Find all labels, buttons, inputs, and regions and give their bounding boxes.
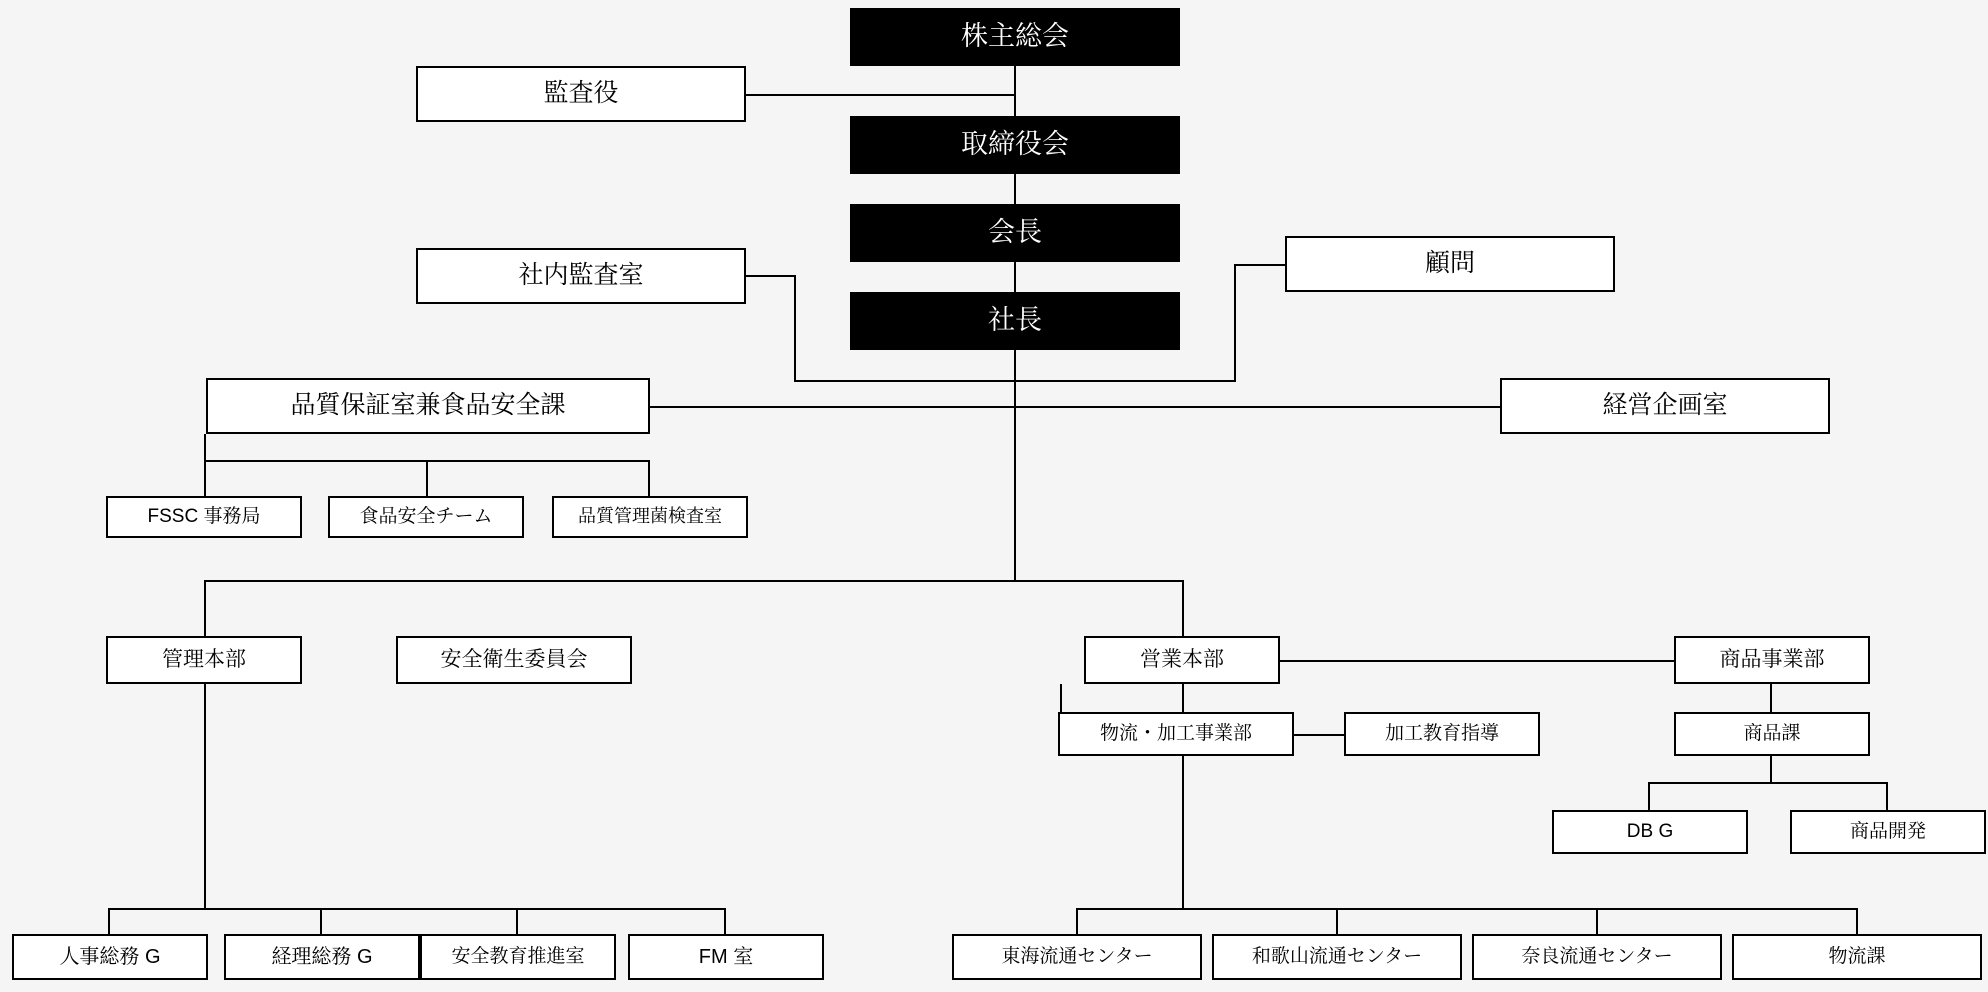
connector-sec-down [1770, 756, 1772, 784]
node-label: 和歌山流通センター [1251, 945, 1423, 967]
connector-fssc [204, 460, 206, 496]
node-label: 品質保証室兼食品安全課 [290, 391, 566, 420]
node-logistics-section[interactable] [1732, 934, 1982, 980]
connector-to-product-dev [1886, 782, 1888, 810]
connector-to-wakayama [1336, 908, 1338, 934]
node-chairman[interactable] [850, 204, 1180, 262]
connector-to-nara [1596, 908, 1598, 934]
node-president[interactable] [850, 292, 1180, 350]
node-label: 商品課 [1743, 722, 1801, 744]
connector-to-sales-hq [1182, 580, 1184, 636]
node-label: 加工教育指導 [1384, 722, 1499, 744]
connector-product-to-sec [1770, 684, 1772, 712]
node-fm-office[interactable] [628, 934, 824, 980]
node-label: 安全教育推進室 [451, 945, 585, 967]
node-label: 商品開発 [1849, 820, 1926, 842]
connector-division-bar [204, 580, 1184, 582]
node-label: DB G [1626, 820, 1674, 842]
node-label: 取締役会 [961, 129, 1069, 160]
connector-internal-audit-v [794, 275, 796, 382]
node-quality-control-bacteria-lab[interactable] [552, 496, 748, 538]
node-fssc-secretariat[interactable] [106, 496, 302, 538]
connector-logi-to-edu [1292, 734, 1346, 736]
connector-to-fm [724, 908, 726, 934]
connector-advisor-h1 [1234, 264, 1286, 266]
connector-sec-childbar [1648, 782, 1888, 784]
node-product-development[interactable] [1790, 810, 1986, 854]
node-board-of-directors[interactable] [850, 116, 1180, 174]
node-label: 品質管理菌検査室 [578, 506, 722, 527]
connector-internal-audit-h1 [746, 275, 796, 277]
node-label: 管理本部 [162, 648, 246, 672]
node-hr-general-affairs-group[interactable] [12, 934, 208, 980]
node-label: 株主総会 [961, 21, 1069, 52]
connector-qa-to-planning [648, 406, 1502, 408]
node-label: 社長 [988, 305, 1042, 336]
node-label: FSSC 事務局 [147, 505, 261, 527]
node-sales-hq[interactable] [1084, 636, 1280, 684]
node-label: 会長 [988, 217, 1042, 248]
node-food-safety-team[interactable] [328, 496, 524, 538]
connector-to-tokai [1076, 908, 1078, 934]
connector-internal-audit-h2 [794, 380, 1016, 382]
node-label: 安全衛生委員会 [440, 648, 588, 672]
node-auditor[interactable] [416, 66, 746, 122]
connector-sales-to-product [1280, 660, 1674, 662]
node-db-group[interactable] [1552, 810, 1748, 854]
connector-to-hr [108, 908, 110, 934]
connector-admin-down [204, 684, 206, 910]
node-label: FM 室 [698, 946, 754, 968]
node-label: 食品安全チーム [359, 505, 493, 527]
connector-to-dbg [1648, 782, 1650, 810]
connector-to-acct [320, 908, 322, 934]
node-label: 物流課 [1828, 945, 1886, 967]
node-label: 顧問 [1424, 249, 1475, 278]
node-label: 監査役 [543, 79, 619, 108]
connector-sales-childbar [1076, 908, 1856, 910]
node-administration-hq[interactable] [106, 636, 302, 684]
node-tokai-distribution-center[interactable] [952, 934, 1202, 980]
connector-to-admin-hq [204, 580, 206, 636]
connector-auditor [746, 94, 1014, 96]
connector-to-safety-edu [516, 908, 518, 934]
node-product-division[interactable] [1674, 636, 1870, 684]
node-label: 奈良流通センター [1521, 945, 1673, 967]
node-accounting-general-affairs-group[interactable] [224, 934, 420, 980]
node-label: 経理総務 G [271, 946, 373, 968]
node-label: 経営企画室 [1602, 391, 1728, 420]
connector-to-logistics [1856, 908, 1858, 934]
node-safety-education-office[interactable] [420, 934, 616, 980]
connector-advisor-v [1234, 264, 1236, 382]
node-wakayama-distribution-center[interactable] [1212, 934, 1462, 980]
node-shareholders-meeting[interactable] [850, 8, 1180, 66]
connector-food-team [426, 460, 428, 496]
node-management-planning-office[interactable] [1500, 378, 1830, 434]
connector-qa-down [204, 434, 206, 462]
node-nara-distribution-center[interactable] [1472, 934, 1722, 980]
connector-bacteria-lab [648, 460, 650, 496]
connector-advisor-h2 [1014, 380, 1236, 382]
node-label: 社内監査室 [518, 261, 644, 290]
node-product-section[interactable] [1674, 712, 1870, 756]
node-advisor[interactable] [1285, 236, 1615, 292]
connector-admin-childbar [108, 908, 726, 910]
node-label: 物流・加工事業部 [1099, 722, 1252, 744]
node-logistics-processing-division[interactable] [1058, 712, 1294, 756]
node-safety-health-committee[interactable] [396, 636, 632, 684]
node-processing-education-guidance[interactable] [1344, 712, 1540, 756]
node-label: 営業本部 [1140, 648, 1224, 672]
node-quality-assurance-food-safety[interactable] [206, 378, 650, 434]
node-label: 人事総務 G [59, 946, 161, 968]
node-label: 東海流通センター [1001, 945, 1153, 967]
node-internal-audit-office[interactable] [416, 248, 746, 304]
node-label: 商品事業部 [1719, 648, 1825, 672]
